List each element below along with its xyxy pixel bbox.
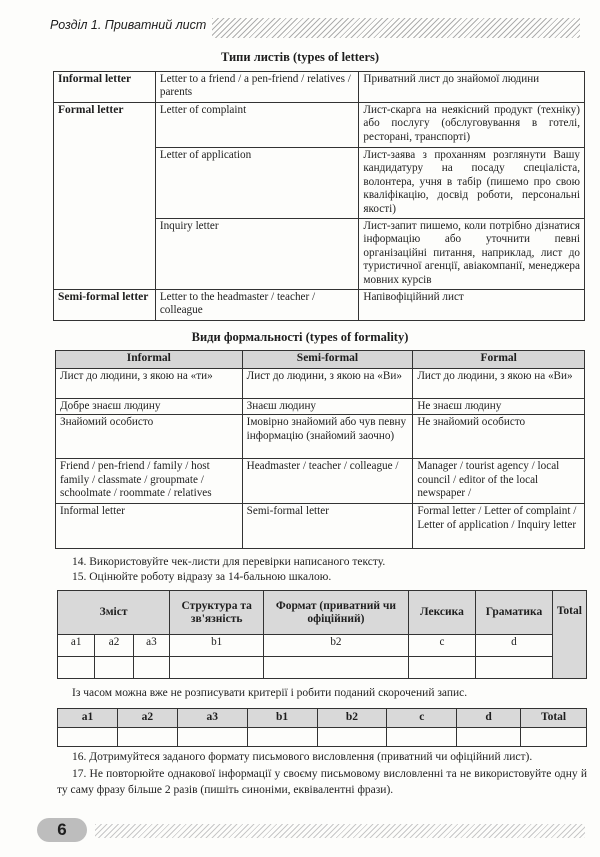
table-cell: b1 [170, 635, 264, 657]
letter-en-cell: Letter to the headmaster / teacher / colleague [155, 290, 359, 321]
instruction-14: 14. Використовуйте чек-листи для перевірки написаного тексту. [72, 556, 386, 568]
empty-score-cell[interactable] [177, 728, 247, 747]
empty-score-cell[interactable] [58, 657, 95, 679]
table-cell: Лист до людини, з якою на «Ви» [242, 369, 413, 399]
table-cell: Добре знаєш людину [56, 399, 243, 415]
table-header-row [58, 591, 587, 635]
table-cell: a2 [95, 635, 133, 657]
instruction-15: 15. Оцінюйте роботу відразу за 14-бальною шкалою. [72, 571, 332, 583]
empty-score-cell[interactable] [117, 728, 177, 747]
formality-table-title: Види формальності (types of formality) [191, 330, 409, 344]
column-header: Informal [56, 351, 243, 369]
section-title: Розділ 1. Приватний лист [50, 18, 207, 32]
table-cell: Знаєш людину [242, 399, 413, 415]
table-cell: Лист до людини, з якою на «Ви» [413, 369, 585, 399]
empty-score-cell[interactable] [476, 657, 553, 679]
letter-en-cell: Letter of application [155, 148, 359, 219]
column-header: b1 [247, 709, 317, 728]
column-header: Total [521, 709, 587, 728]
table-header-row [58, 709, 587, 728]
table-row [56, 504, 585, 549]
letter-ua-cell: Приватний лист до знайомої людини [359, 72, 585, 103]
short-grading-table [57, 708, 587, 747]
table-cell: Headmaster / teacher / colleague / [242, 459, 413, 504]
empty-score-cell[interactable] [317, 728, 387, 747]
table-row [58, 635, 587, 657]
column-header: Структура та зв'язність [170, 591, 264, 635]
short-note: Із часом можна вже не розписувати критерії і робити поданий скорочений запис. [72, 687, 468, 699]
column-header: Total [552, 591, 586, 679]
column-header: Formal [413, 351, 585, 369]
table-row [56, 369, 585, 399]
empty-score-cell[interactable] [247, 728, 317, 747]
letter-en-cell: Letter to a friend / a pen-friend / relatives / parents [155, 72, 359, 103]
table-cell: Manager / tourist agency / local council / editor of the local newspaper / [413, 459, 585, 504]
table-row [58, 728, 587, 747]
letter-ua-cell: Напівофіційний лист [359, 290, 585, 321]
letter-type-cell: Informal letter [54, 72, 156, 103]
table-cell: Знайомий особисто [56, 415, 243, 459]
empty-score-cell[interactable] [408, 657, 476, 679]
column-header: a1 [58, 709, 118, 728]
column-header: a3 [177, 709, 247, 728]
table-row [58, 657, 587, 679]
table-cell: b2 [264, 635, 408, 657]
empty-score-cell[interactable] [133, 657, 169, 679]
column-header: a2 [117, 709, 177, 728]
table-cell: Імовірно знайомий або чув певну інформацію (знайомий заочно) [242, 415, 413, 459]
table-cell: Не знайомий особисто [413, 415, 585, 459]
table-cell: Semi-formal letter [242, 504, 413, 549]
paragraph-16: 16. Дотримуйтеся заданого формату письмового висловлення (приватний чи офіційний лист). [72, 751, 533, 763]
table-row [54, 103, 585, 148]
table-cell: Formal letter / Letter of complaint / Letter of application / Inquiry letter [413, 504, 585, 549]
column-header: Зміст [58, 591, 170, 635]
table-row [56, 459, 585, 504]
letter-ua-cell: Лист-запит пишемо, коли потрібно дізнатися інформацію або уточнити певні організаційні питання, наприклад, лист до туристичної агенції, авіакомпанії, менеджера мовних курсів [359, 219, 585, 290]
table-header-row [56, 351, 585, 369]
table-row [54, 290, 585, 321]
letter-en-cell: Letter of complaint [155, 103, 359, 148]
table-cell: Friend / pen-friend / family / host family / classmate / groupmate / schoolmate / roommate / relatives [56, 459, 243, 504]
table-cell: Informal letter [56, 504, 243, 549]
table-cell: Лист до людини, з якою на «ти» [56, 369, 243, 399]
table-row [56, 399, 585, 415]
table-cell: Не знаєш людину [413, 399, 585, 415]
column-header: Граматика [476, 591, 553, 635]
footer-hatch-decoration [95, 824, 585, 838]
empty-score-cell[interactable] [521, 728, 587, 747]
empty-score-cell[interactable] [264, 657, 408, 679]
column-header: Формат (приватний чи офіційний) [264, 591, 408, 635]
formality-table [55, 350, 585, 549]
header-hatch-decoration [212, 18, 580, 38]
letter-type-cell: Formal letter [54, 103, 156, 290]
column-header: d [457, 709, 521, 728]
column-header: Semi-formal [242, 351, 413, 369]
letters-table-title: Типи листів (types of letters) [220, 50, 380, 64]
column-header: b2 [317, 709, 387, 728]
empty-score-cell[interactable] [170, 657, 264, 679]
column-header: Лексика [408, 591, 476, 635]
table-row [54, 72, 585, 103]
empty-score-cell[interactable] [387, 728, 457, 747]
paragraph-17: 17. Не повторюйте однакової інформації у своєму письмовому висловленні та не використовуйте одну й ту саму фразу більше 2 разів (пишіть синоніми, еквівалентні фрази). [57, 768, 587, 796]
empty-score-cell[interactable] [95, 657, 133, 679]
table-cell: d [476, 635, 553, 657]
letter-types-table [53, 71, 585, 321]
grading-table [57, 590, 587, 679]
letter-en-cell: Inquiry letter [155, 219, 359, 290]
empty-score-cell[interactable] [58, 728, 118, 747]
page-header [50, 10, 580, 42]
table-cell: a3 [133, 635, 169, 657]
letter-ua-cell: Лист-заява з проханням розглянути Вашу кандидатуру на посаду спеціаліста, волонтера, учня в табір (пишемо про свою кваліфікацію, досвід роботи, персональні якості) [359, 148, 585, 219]
letter-ua-cell: Лист-скарга на неякісний продукт (техніку) або послугу (обслуговування в готелі, ресторані, транспорті) [359, 103, 585, 148]
letter-type-cell: Semi-formal letter [54, 290, 156, 321]
page-number: 6 [37, 818, 87, 842]
table-row [56, 415, 585, 459]
table-cell: a1 [58, 635, 95, 657]
empty-score-cell[interactable] [457, 728, 521, 747]
column-header: c [387, 709, 457, 728]
table-cell: c [408, 635, 476, 657]
